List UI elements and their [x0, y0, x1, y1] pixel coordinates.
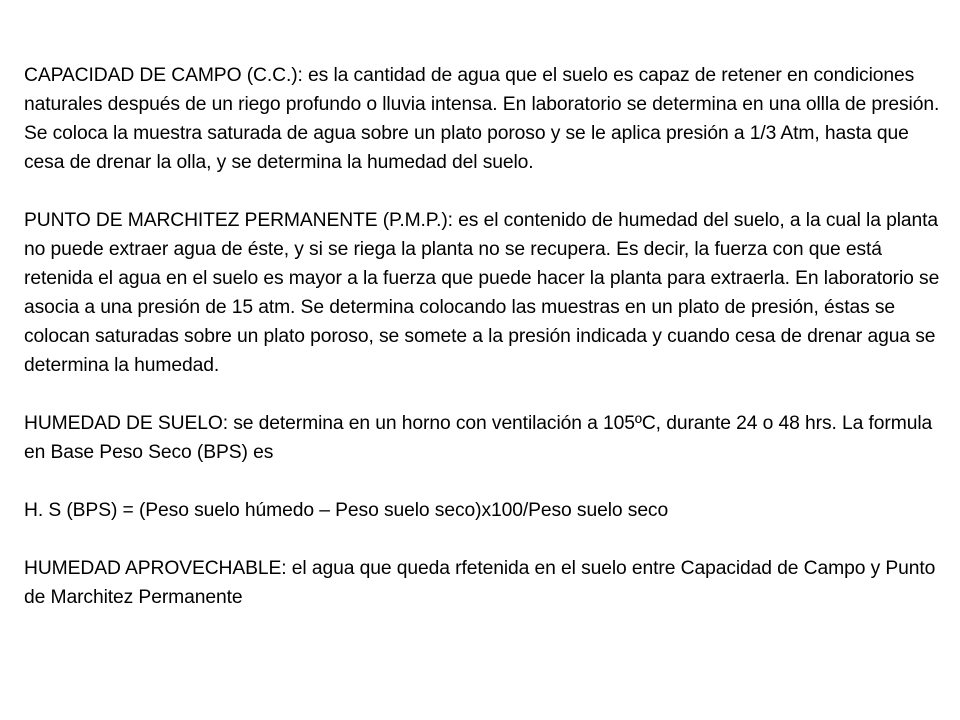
paragraph-humedad-aprovechable: HUMEDAD APROVECHABLE: el agua que queda rfetenida en el suelo entre Capacidad de Campo y Punto de Marchitez Permanente [24, 558, 936, 608]
slide-body [24, 61, 954, 612]
paragraph-punto-de-marchitez: PUNTO DE MARCHITEZ PERMANENTE (P.M.P.): es el contenido de humedad del suelo, a la cual la planta no puede extraer agua de éste, y si se riega la planta no se recupera. Es decir, la fuerza con que está retenida el agua en el suelo es mayor a la fuerza que puede hacer la planta para extraerla. En laboratorio se asocia a una presión de 15 atm. Se determina colocando las muestras en un plato de presión, éstas se colocan saturadas sobre un plato poroso, se somete a la presión indicada y cuando cesa de drenar agua se determina la humedad. [24, 210, 940, 376]
paragraph-humedad-de-suelo: HUMEDAD DE SUELO: se determina en un horno con ventilación a 105ºC, durante 24 o 48 hrs. La formula en Base Peso Seco (BPS) es [24, 413, 933, 463]
paragraph-spacer [24, 467, 954, 496]
paragraph-capacidad-de-campo: CAPACIDAD DE CAMPO (C.C.): es la cantidad de agua que el suelo es capaz de retener en condiciones naturales después de un riego profundo o lluvia intensa. En laboratorio se determina en una ollla de presión. Se coloca la muestra saturada de agua sobre un plato poroso y se le aplica presión a 1/3 Atm, hasta que cesa de drenar la olla, y se determina la humedad del suelo. [24, 65, 940, 173]
formula-line: H. S (BPS) = (Peso suelo húmedo – Peso suelo seco)x100/Peso suelo seco [24, 500, 669, 521]
paragraph-spacer [24, 380, 954, 409]
paragraph-spacer [24, 525, 954, 554]
paragraph-spacer [24, 177, 954, 206]
